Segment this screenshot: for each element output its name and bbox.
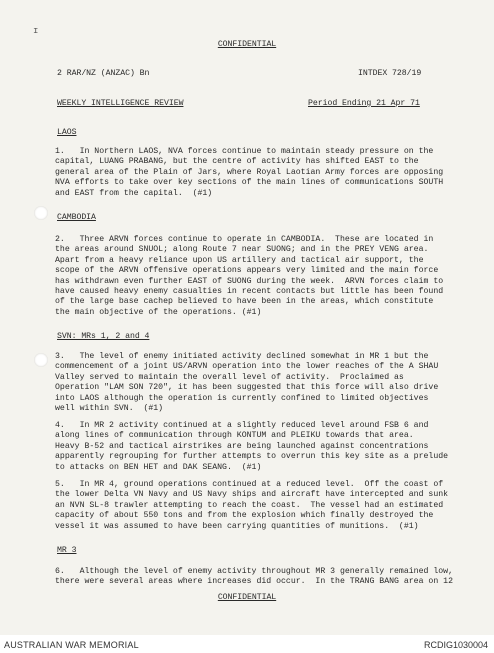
- paragraph-line: vessel it was assumed to have been carrying quantities of munitions. (#1): [55, 521, 419, 531]
- paragraph-line: capacity of about 550 tons and from the explosion which finally destroyed the: [55, 511, 434, 521]
- paragraph-line: 6. Although the level of enemy activity throughout MR 3 generally remained low,: [55, 567, 453, 576]
- heading-svn: SVN: MRs 1, 2 and 4: [57, 332, 150, 341]
- paragraph-line: an NVN SL-8 trawler attempting to reach the coast. The vessel had an estimated: [55, 500, 444, 510]
- paragraph-line: has withdrawn even further EAST of SUONG during the week. ARVN forces claim to: [55, 276, 444, 286]
- intdex-number: INTDEX 728/19: [358, 69, 422, 78]
- paragraph-line: 3. The level of enemy initiated activity declined somewhat in MR 1 but the: [55, 352, 429, 361]
- heading-laos: LAOS: [57, 128, 77, 137]
- heading-cambodia: CAMBODIA: [57, 213, 96, 222]
- paragraph-3: [55, 352, 443, 414]
- paragraph-line: scope of the ARVN offensive operations appears very limited and the main force: [55, 266, 439, 276]
- paragraph-line: to attacks on BEN HET and DAK SEANG. (#1): [55, 462, 262, 472]
- paragraph-line: Heavy B-52 and tactical airstrikes are being launched against concentrations: [55, 441, 429, 451]
- paragraph-line: 2. Three ARVN forces continue to operate in CAMBODIA. These are located in: [55, 235, 434, 244]
- paragraph-line: of the large base cachep believed to have been in the areas, which constitute: [55, 297, 434, 307]
- paragraph-line: the main objective of the operations. (#1): [55, 307, 262, 317]
- paragraph-line: Valley served to maintain the overall level of activity. Proclaimed as: [55, 372, 404, 382]
- period-ending: Period Ending 21 Apr 71: [308, 99, 420, 108]
- heading-mr3: MR 3: [57, 546, 77, 555]
- classification-top: CONFIDENTIAL: [217, 40, 277, 49]
- paragraph-line: capital, LUANG PRABANG, but the centre of activity has shifted EAST to the: [55, 157, 419, 167]
- paragraph-1: [55, 147, 443, 199]
- paragraph-line: 5. In MR 4, ground operations continued at a reduced level. Off the coast of: [55, 480, 444, 489]
- archive-reference: RCDIG1030004: [423, 640, 488, 650]
- paragraph-line: the lower Delta VN Navy and US Navy ships and aircraft have intercepted and sunk: [55, 490, 449, 500]
- paragraph-line: along lines of communication through KONTUM and PLEIKU towards that area.: [55, 431, 414, 441]
- classification-bottom: CONFIDENTIAL: [217, 593, 277, 602]
- paragraph-line: 1. In Northern LAOS, NVA forces continue to maintain steady pressure on the: [55, 147, 434, 156]
- paragraph-line: Operation "LAM SON 720", it has been suggested that this force will also drive: [55, 383, 439, 393]
- paragraph-2: [55, 235, 443, 318]
- paragraph-4: [55, 421, 449, 473]
- archive-name: AUSTRALIAN WAR MEMORIAL: [4, 640, 139, 650]
- punch-hole: [34, 206, 48, 220]
- archive-footer: [0, 635, 494, 653]
- paragraph-line: NVA efforts to take over key sections of the main lines of communications SOUTH: [55, 178, 444, 188]
- paragraph-line: 4. In MR 2 activity continued at a slightly reduced level around FSB 6 and: [55, 421, 429, 430]
- paragraph-line: the areas around SNUOL; along Route 7 near SUONG; and in the PREY VENG area.: [55, 245, 429, 255]
- paragraph-line: there were several areas where increases did occur. In the TRANG BANG area on 12: [55, 577, 453, 587]
- paragraph-line: general area of the Plain of Jars, where Royal Laotian Army forces are opposing: [55, 167, 444, 177]
- paragraph-line: into LAOS although the operation is currently confined to limited objectives: [55, 393, 429, 403]
- paragraph-line: commencement of a joint US/ARVN operation into the lower reaches of the A SHAU: [55, 362, 439, 372]
- paragraph-6: [55, 567, 453, 588]
- document-title: WEEKLY INTELLIGENCE REVIEW: [57, 99, 184, 108]
- paragraph-line: have caused heavy enemy casualties in recent contacts but little has been found: [55, 287, 444, 297]
- paragraph-line: Apart from a heavy reliance upon US artillery and tactical air support, the: [55, 255, 424, 265]
- paragraph-line: and EAST from the capital. (#1): [55, 188, 213, 198]
- unit-name: 2 RAR/NZ (ANZAC) Bn: [57, 69, 150, 78]
- punch-hole: [34, 353, 48, 367]
- corner-mark: ɪ: [33, 26, 39, 36]
- paragraph-line: well within SVN. (#1): [55, 404, 164, 414]
- paragraph-line: apparently regrouping for further attempts to overrun this key site as a prelude: [55, 452, 449, 462]
- paragraph-5: [55, 480, 449, 532]
